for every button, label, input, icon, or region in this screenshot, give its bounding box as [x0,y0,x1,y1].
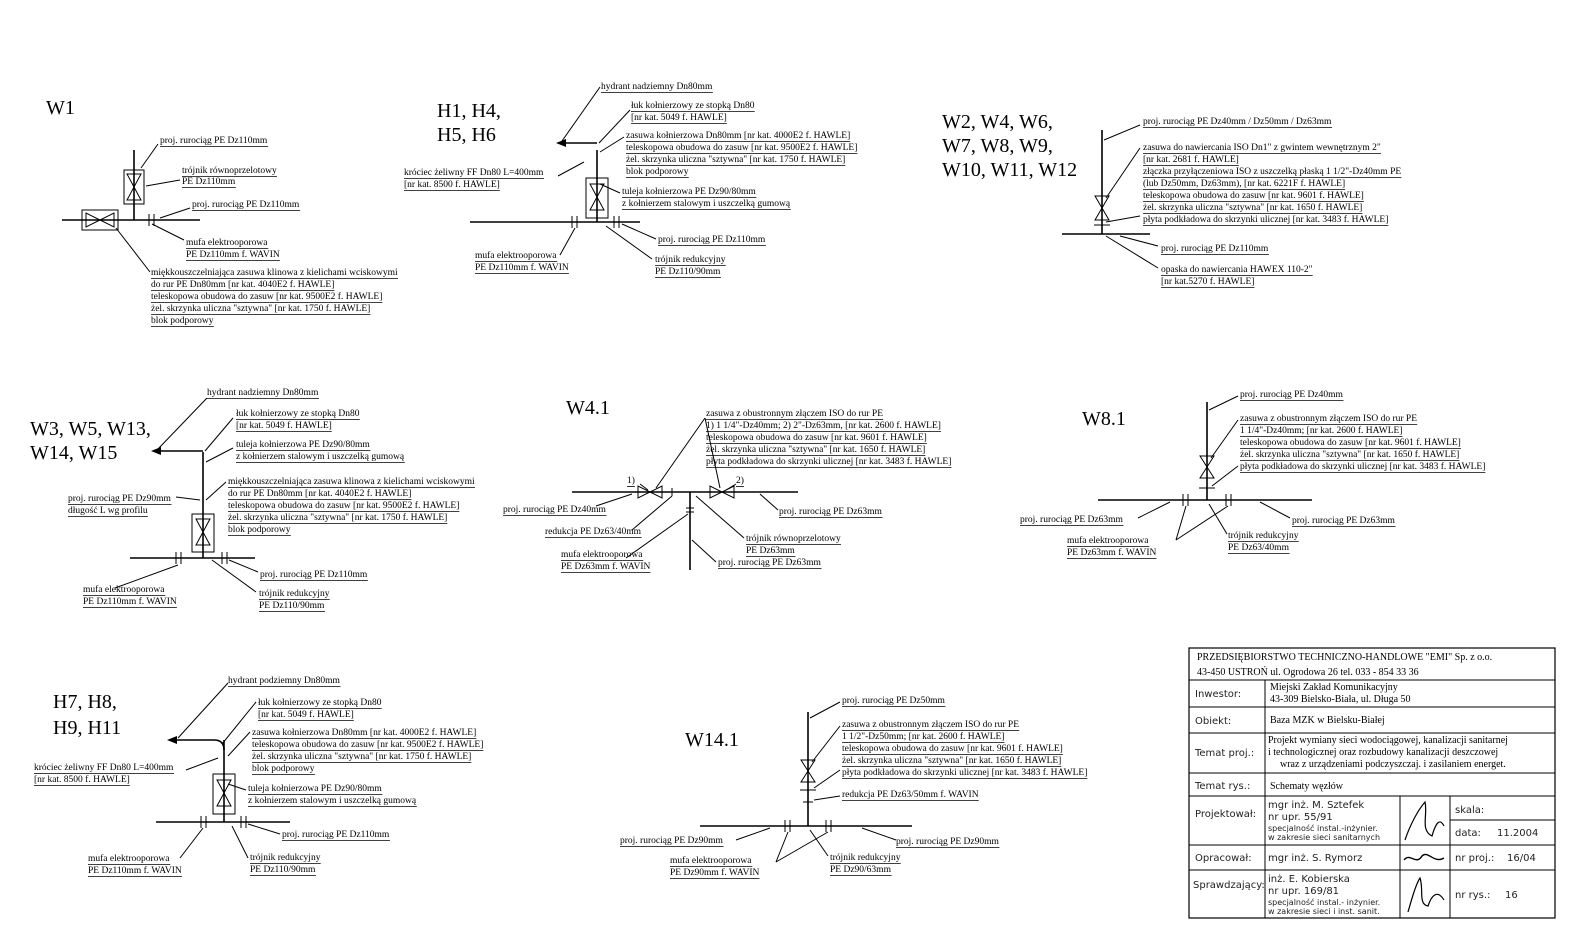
label: zasuwa z obustronnym złączem ISO do rur PE [706,409,884,419]
arrow-icon [167,736,177,744]
label: redukcja PE Dz63/40mm [545,527,642,537]
label: [nr kat. 8500 f. HAWLE] [34,775,130,785]
label: [nr kat. 5049 f. HAWLE] [258,710,354,720]
leader-line [656,418,705,488]
label: proj. rurociąg PE Dz110mm [160,136,268,146]
label: żel. skrzynka uliczna "sztywna" [nr kat. 1650 f. HAWLE] [1240,450,1460,460]
label: [nr kat. 5049 f. HAWLE] [236,421,332,431]
leader-line [814,770,840,788]
label: łuk kołnierzowy ze stopką Dn80 [258,698,382,708]
leader-line [1104,125,1140,140]
project-value: i technologicznej oraz rozbudowy kanalizacji deszczowej [1268,747,1499,758]
leader-line [158,398,207,449]
label: PE Dz110mm f. WAVIN [83,597,177,607]
drawing-no-value: 16 [1505,890,1518,901]
leader-line [692,540,716,562]
diagram-w4-1 [503,397,951,573]
designer-label: Projektował: [1195,809,1257,820]
leader-line [228,784,246,790]
leader-line [1211,420,1238,458]
title-block [1189,648,1555,918]
leader-line [180,828,203,858]
diagram-h1 [404,82,857,278]
label: PE Dz90/63mm [830,865,891,875]
leader-line [1106,236,1158,268]
diagram-title: W14.1 [685,729,739,751]
label: długość L wg profilu [68,506,148,516]
object-label: Obiekt: [1195,716,1232,727]
drawing-value: Schematy węzłów [1270,781,1344,792]
project-value: Projekt wymiany sieci wodociągowej, kanalizacji sanitarnej [1268,735,1508,746]
label: proj. rurociąg PE Dz110mm [1161,244,1269,254]
diagram-title: W7, W8, W9, [942,135,1053,157]
diagram-title: H7, H8, [53,691,117,713]
label: proj. rurociąg PE Dz63mm [779,507,882,517]
label: do rur PE Dn80mm [nr kat. 4040E2 f. HAWLE] [228,489,412,499]
leader-line [696,496,744,538]
label: mufa elektrooporowa [186,238,268,248]
designer-value: mgr inż. M. Sztefek [1268,800,1365,811]
label: płyta podkładowa do skrzynki ulicznej [nr kat. 3483 f. HAWLE] [842,768,1088,778]
diagram-title: W4.1 [566,397,610,419]
label: z kołnierzem stalowym i uszczelką gumową [622,199,791,209]
label: PE Dz110/90mm [655,267,721,277]
diagram-title: W10, W11, W12 [942,159,1078,181]
label: hydrant nadziemny Dn80mm [207,388,319,398]
label: miękkouszczelniająca zasuwa klinowa z kielichami wciskowymi [151,268,398,278]
leader-line [146,180,180,186]
leader-line [632,496,672,530]
diagram-title: W8.1 [1082,408,1126,430]
signature-icon [1404,854,1444,860]
checked-value: inż. E. Kobierska [1268,874,1350,885]
label: mufa elektrooporowa [88,854,170,864]
project-label: Temat proj.: [1195,748,1255,759]
checked-value: w zakresie sieci i inst. sanit. [1268,907,1380,916]
diagram-title: W3, W5, W13, [30,418,151,440]
label: PE Dz110mm f. WAVIN [475,263,569,273]
label: mufa elektrooporowa [475,251,557,261]
leader-line [562,87,600,141]
label: zasuwa z obustronnym złączem ISO do rur PE [842,720,1020,730]
label: 1) 1 1/4"-Dz40mm; 2) 2"-Dz63mm, [nr kat. 2600 f. HAWLE] [706,421,941,431]
label: 1 1/2"-Dz50mm; [nr kat. 2600 f. HAWLE] [842,732,1005,742]
proj-no-value: 16/04 [1507,853,1536,864]
label: [nr kat. 8500 f. HAWLE] [404,180,500,190]
diagram-title: W2, W4, W6, [942,111,1053,133]
label: PE Dz90mm f. WAVIN [670,868,760,878]
label: trójnik redukcyjny [830,853,901,863]
arrow-icon [556,139,566,147]
diagram-title: H1, H4, [437,100,501,122]
leader-line [560,228,575,255]
leader-line [229,560,258,572]
label: płyta podkładowa do skrzynki ulicznej [nr kat. 3483 f. HAWLE] [706,457,952,467]
project-value: wraz z urządzeniami podczyszczaj. i zasilaniem energet. [1280,759,1506,770]
label: żel. skrzynka uliczna "sztywna" [nr kat. 1650 f. HAWLE] [1143,203,1363,213]
proj-no-label: nr proj.: [1455,853,1495,864]
date-label: data: [1455,828,1481,839]
label: proj. rurociąg PE Dz90mm [620,836,723,846]
label: PE Dz63mm f. WAVIN [561,562,651,572]
leader-line [160,208,190,218]
label: 2) [736,476,744,486]
company-address: 43-450 USTROŃ ul. Ogrodowa 26 tel. 033 - 854 33 36 [1197,667,1419,678]
label: żel. skrzynka uliczna "sztywna" [nr kat. 1650 f. HAWLE] [842,756,1062,766]
leader-line [232,826,248,858]
label: opaska do nawiercania HAWEX 110-2" [1161,265,1313,275]
label: proj. rurociąg PE Dz50mm [842,696,945,706]
diagram-w3 [30,388,475,612]
leader-line [814,796,840,800]
label: PE Dz110/90mm [250,865,316,875]
label: zasuwa do nawiercania ISO Dn1" z gwintem wewnętrznym 2" [1143,143,1381,153]
leader-line [622,224,656,239]
label: teleskopowa obudowa do zasuw [nr kat. 9601 f. HAWLE] [1240,438,1461,448]
label: proj. rurociąg PE Dz110mm [192,200,300,210]
label: hydrant podziemny Dn80mm [228,676,340,686]
diagram-h7 [34,676,483,877]
designer-value: w zakresie sieci sanitarnych [1268,833,1381,842]
label: proj. rurociąg PE Dz40mm [503,505,606,515]
label: tuleja kołnierzowa PE Dz90/80mm [236,440,370,450]
checked-value: nr upr. 169/81 [1268,886,1340,897]
label: blok podporowy [252,764,315,774]
leader-line [600,184,620,193]
label: płyta podkładowa do skrzynki ulicznej [nr kat. 3483 f. HAWLE] [1240,462,1486,472]
label: złączka przyłączeniowa ISO z uszczelką płaską 1 1/2"-Dz40mm PE [1143,167,1402,177]
label: zasuwa kołnierzowa Dn80mm [nr kat. 4000E2 f. HAWLE] [252,728,477,738]
label: trójnik redukcyjny [250,853,321,863]
leader-line [1260,502,1290,518]
leader-line [736,828,770,840]
label: proj. rurociąg PE Dz110mm [282,830,390,840]
label: trójnik redukcyjny [655,255,726,265]
leader-line [1106,148,1140,198]
leader-line [1120,236,1158,246]
diagram-w1 [46,97,398,327]
label: [nr kat. 5049 f. HAWLE] [631,113,727,123]
label: PE Dz63/40mm [1228,543,1289,553]
leader-line [222,702,256,744]
label: proj. rurociąg PE Dz63mm [1292,516,1395,526]
label: blok podporowy [151,316,214,326]
leader-line [760,494,778,510]
label: mufa elektrooporowa [1067,536,1149,546]
label: mufa elektrooporowa [561,550,643,560]
label: PE Dz110/90mm [259,601,325,611]
label: mufa elektrooporowa [83,585,165,595]
label: proj. rurociąg PE Dz63mm [718,558,821,568]
label: płyta podkładowa do skrzynki ulicznej [nr kat. 3483 f. HAWLE] [1143,215,1389,225]
designer-value: specjalność instal.-inżynier. [1268,824,1378,833]
signature-icon [1405,802,1444,840]
diagram-w2 [942,111,1401,288]
arrow-icon [151,447,161,455]
label: króciec żeliwny FF Dn80 L=400mm [34,763,174,773]
prepared-label: Opracował: [1195,853,1252,864]
label: tuleja kołnierzowa PE Dz90/80mm [248,784,382,794]
label: PE Dz63mm f. WAVIN [1067,548,1157,558]
diagram-title: H9, H11 [53,717,122,739]
label: żel. skrzynka uliczna "sztywna" [nr kat. 1650 f. HAWLE] [706,445,926,455]
label: proj. rurociąg PE Dz63mm [1020,515,1123,525]
drawing-label: Temat rys.: [1195,781,1251,792]
leader-line [862,828,896,840]
diagram-w14-1 [620,696,1087,879]
diagram-title: H5, H6 [437,124,496,146]
designer-value: nr upr. 55/91 [1268,812,1333,823]
pipe-bend [214,740,224,750]
investor-value: Miejski Zakład Komunikacyjny [1270,682,1398,693]
leader-line [212,560,256,592]
checked-value: specjalność instal.- inżynier. [1268,898,1381,907]
leader-line [116,228,150,272]
date-value: 11.2004 [1497,828,1539,839]
label: redukcja PE Dz63/50mm f. WAVIN [842,790,979,800]
label: blok podporowy [626,167,689,177]
label: blok podporowy [228,525,291,535]
label: teleskopowa obudowa do zasuw [nr kat. 9601 f. HAWLE] [842,744,1063,754]
leader-line [1212,466,1238,486]
leader-line [228,732,250,756]
label: trójnik równoprzelotowy [746,534,841,544]
label: teleskopowa obudowa do zasuw [nr kat. 9601 f. HAWLE] [1143,191,1364,201]
leader-line [1209,396,1238,410]
label: tuleja kołnierzowa PE Dz90/80mm [622,187,756,197]
label: proj. rurociąg PE Dz110mm [658,235,766,245]
label: żel. skrzynka uliczna "sztywna" [nr kat. 1750 f. HAWLE] [151,304,371,314]
leader-line [812,726,840,762]
leader-line [600,137,624,152]
leader-line [178,683,228,738]
label: zasuwa kołnierzowa Dn80mm [nr kat. 4000E2 f. HAWLE] [626,131,851,141]
label: teleskopowa obudowa do zasuw [nr kat. 9500E2 f. HAWLE] [228,501,460,511]
label: trójnik równoprzelotowy [182,166,277,176]
label: łuk kołnierzowy ze stopką Dn80 [236,409,360,419]
label: zasuwa z obustronnym złączem ISO do rur PE [1240,414,1418,424]
leader-line [176,497,200,500]
label: z kołnierzem stalowym i uszczelką gumową [248,796,417,806]
prepared-value: mgr inż. S. Rymorz [1268,853,1363,864]
label: teleskopowa obudowa do zasuw [nr kat. 9601 f. HAWLE] [706,433,927,443]
diagram-w8-1 [1020,390,1485,559]
label: trójnik redukcyjny [259,589,330,599]
label: miękkouszczelniająca zasuwa klinowa z kielichami wciskowymi [228,477,475,487]
label: PE Dz110mm f. WAVIN [88,866,182,876]
label: PE Dz110mm [182,177,236,187]
label: teleskopowa obudowa do zasuw [nr kat. 9500E2 f. HAWLE] [151,292,383,302]
leader-line [205,418,233,451]
leader-line [152,224,184,240]
leader-line [558,162,584,176]
leader-line [206,482,226,500]
leader-line [248,824,280,834]
label: do rur PE Dn80mm [nr kat. 4040E2 f. HAWLE] [151,280,335,290]
drawing-no-label: nr rys.: [1455,890,1491,901]
investor-value: 43-309 Bielsko-Biała, ul. Długa 50 [1270,694,1411,705]
label: proj. rurociąg PE Dz110mm [260,570,368,580]
label: trójnik redukcyjny [1228,531,1299,541]
label: PE Dz63mm [746,546,795,556]
label: proj. rurociąg PE Dz40mm [1240,390,1343,400]
signature-icon [1408,878,1444,912]
label: PE Dz110mm f. WAVIN [186,250,280,260]
leader-line [776,832,828,862]
label: teleskopowa obudowa do zasuw [nr kat. 9500E2 f. HAWLE] [626,143,858,153]
label: żel. skrzynka uliczna "sztywna" [nr kat. 1750 f. HAWLE] [626,155,846,165]
leader-line [141,144,158,168]
label: żel. skrzynka uliczna "sztywna" [nr kat. 1750 f. HAWLE] [252,752,472,762]
label: hydrant nadziemny Dn80mm [601,82,713,92]
label: z kołnierzem stalowym i uszczelką gumową [236,452,405,462]
label: mufa elektrooporowa [670,856,752,866]
scale-label: skala: [1455,805,1485,816]
leader-line [810,702,840,718]
label: proj. rurociąg PE Dz90mm [896,837,999,847]
company-name: PRZEDSIĘBIORSTWO TECHNICZNO-HANDLOWE "EMI" Sp. z o.o. [1197,652,1493,663]
label: (lub Dz50mm, Dz63mm), [nr kat. 6221F f. HAWLE] [1143,179,1346,189]
leader-line [1138,502,1170,518]
leader-line [776,832,788,862]
diagram-title: W14, W15 [30,442,118,464]
label: [nr kat. 2681 f. HAWLE] [1143,155,1239,165]
label: teleskopowa obudowa do zasuw [nr kat. 9500E2 f. HAWLE] [252,740,484,750]
leader-line [186,758,218,770]
label: proj. rurociąg PE Dz40mm / Dz50mm / Dz63mm [1143,117,1332,127]
label: żel. skrzynka uliczna "sztywna" [nr kat. 1750 f. HAWLE] [228,513,448,523]
leader-line [606,226,652,259]
diagram-title: W1 [46,97,75,119]
leader-line [1106,216,1140,222]
label: 1) [627,476,635,486]
leader-line [206,448,233,462]
label: proj. rurociąg PE Dz90mm [68,494,171,504]
label: 1 1/4"-Dz40mm; [nr kat. 2600 f. HAWLE] [1240,426,1403,436]
label: króciec żeliwny FF Dn80 L=400mm [404,168,544,178]
label: łuk kołnierzowy ze stopką Dn80 [631,101,755,111]
object-value: Baza MZK w Bielsku-Białej [1270,715,1385,726]
label: [nr kat.5270 f. HAWLE] [1161,277,1255,287]
checked-label: Sprawdzający: [1193,880,1265,891]
investor-label: Inwestor: [1195,689,1242,700]
